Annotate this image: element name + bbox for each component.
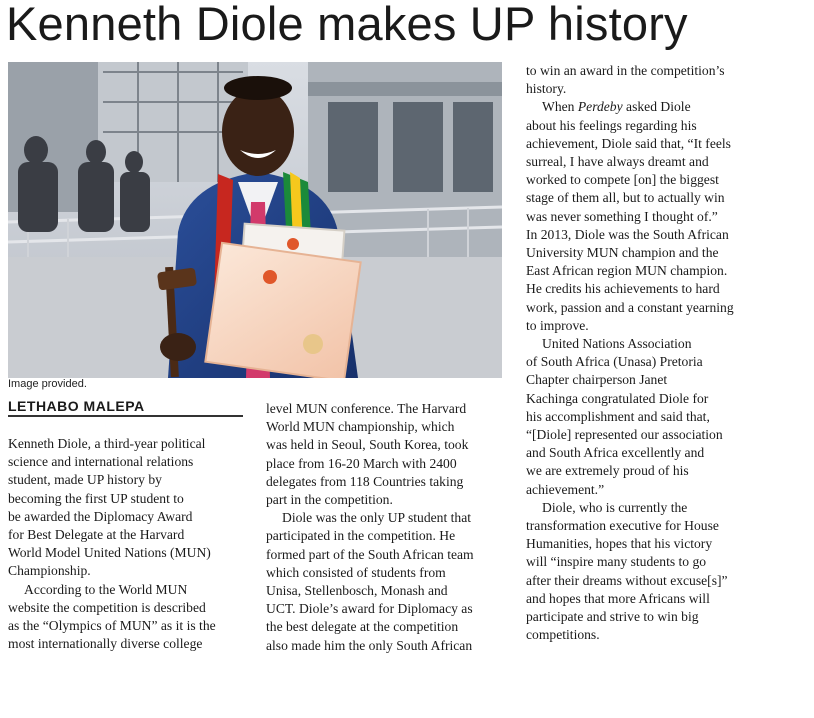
paragraph: to win an award in the competition’s history. (526, 63, 725, 97)
paragraph: United Nations Association of South Africa (Unasa) Pretoria Chapter chairperson Janet Kachinga congratulated Diole for his accomplishment and said that, “[Diole] represented our association and South Africa excellently and we are extremely proud of his achievement.” (526, 336, 723, 497)
photo-illustration (8, 62, 502, 378)
article-column-3 (526, 62, 776, 645)
publication-name: Perdeby (577, 99, 623, 115)
headline: Kenneth Diole makes UP history (6, 0, 688, 50)
article-column-1 (8, 435, 248, 653)
photo-caption: Image provided. (8, 378, 87, 390)
paragraph-text: asked Diole about his feelings regarding his achievement, Diole said that, “It feels surreal, I have always dreamt and worked to compete [on] the biggest stage of them all, but to actually win was never something I thought of.” In 2013, Diole was the South African University MUN champion and the East African region MUN champion. He credits his achievements to hard work, passion and a constant yearning to improve. (526, 99, 734, 333)
article-column-2 (266, 400, 506, 655)
paragraph: level MUN conference. The Harvard World MUN championship, which was held in Seoul, South Korea, took place from 16-20 March with 2400 delegates from 118 Countries taking part in the competition. (266, 401, 469, 508)
paragraph: Kenneth Diole, a third-year political science and international relations student, made UP history by becoming the first UP student to be awarded the Diplomacy Award for Best Delegate at the Harvard World Model United Nations (MUN) Championship. (8, 436, 211, 579)
paragraph: Diole, who is currently the transformation executive for House Humanities, hopes that his victory will “inspire many students to go after their dreams without excuse[s]” and hopes that more Africans will participate and strive to win big competitions. (526, 499, 728, 643)
article-photo (8, 62, 502, 378)
paragraph (526, 98, 776, 335)
paragraph: Diole was the only UP student that participated in the competition. He formed part of the South African team which consisted of students from Unisa, Stellenbosch, Monash and UCT. Diole’s award for Diplomacy as the best delegate at the competition also made him the only South African (266, 510, 474, 653)
paragraph-text: When (542, 99, 578, 115)
paragraph: According to the World MUN website the competition is described as the “Olympics of MUN” as it is the most internationally diverse college (8, 581, 216, 652)
byline: LETHABO MALEPA (8, 398, 243, 417)
